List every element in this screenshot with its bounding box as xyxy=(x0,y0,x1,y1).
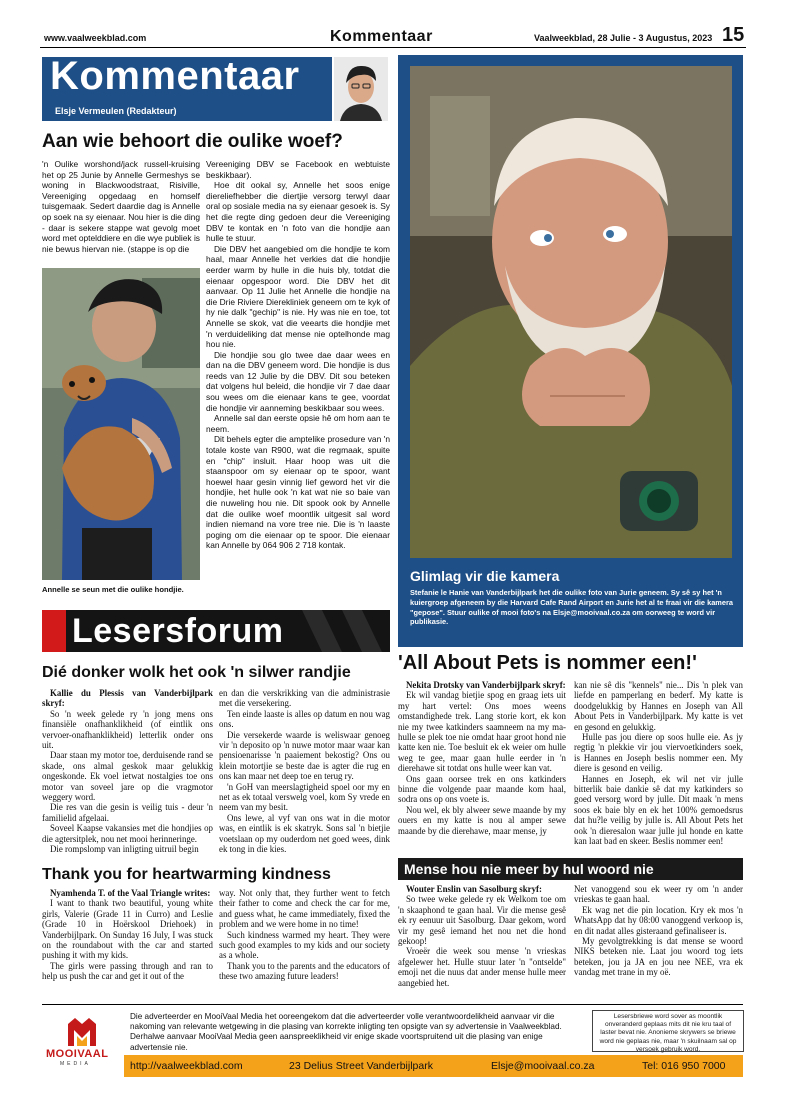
paragraph: Die DBV het aangebied om die hondjie te kom haal, maar Annelle het verkies dat die hondjie eerder warm by hulle in die huis bly, totdat die eienaar opgespoor word. Die DBV het dit aanvaar. Op 11 Julie het Annelle die hondjie na die Drie Riviere Dierekliniek geneem om te kyk of hy nie dalk "gechip" is nie. Hy was nie en toe, tot Annelle se skok, vat die veearts die hondjie met 'n verduideliking dat mense nie optelhonde mag hou nie. xyxy=(206,243,390,350)
paragraph: Dit behels egter die amptelike prosedure van 'n totale koste van R900, wat die regmaak, spuite en "chip" insluit. Haar hoop was uit die staanspoor om sy eienaar op te spoor, want hoewel haar gesin vinnig lief geword het vir die hondjie, het hulle ook 'n kat wat nie so baie van die nuweling hou nie. Dit spook ook by Annelle dat die oulike woef moontlik uitgesit sal word indien niemand na vore tree nie. Die is 'n laaste poging om die eienaar op te spoor. Die eienaar kan Annelle by 064 906 2 718 kontak. xyxy=(206,434,390,551)
office-address: 23 Delius Street Vanderbijlpark xyxy=(289,1060,433,1072)
site-url: www.vaalweekblad.com xyxy=(44,33,147,43)
letter2-col2 xyxy=(219,888,390,982)
paragraph: The girls were passing through and ran to help us push the car and get it out of the xyxy=(42,960,213,982)
paragraph: 'n GoH van meerslagtigheid spoel oor my en net as ek totaal verswelg voel, kom Sy vrede en neem van my besit. xyxy=(219,781,390,813)
photo-feature-body: Stefanie le Hanie van Vanderbijlpark het die oulike foto van Jurie geneem. Sy sê sy het 'n kuiergroep afgeneem by die Harvard Cafe Rand Airport en Jurie het al te fraai vir die kamera "gepose". Stuur oulike of mooi foto's na Elsje@mooivaal.co.za om oorweeg te word vir publikasie. xyxy=(410,588,733,627)
paragraph: Ek wag net die pin location. Kry ek mos 'n WhatsApp dat hy 08:00 vanoggend verkoop is, en dit nadat alles gisteraand gefinaliseer is. xyxy=(574,904,743,936)
lesersforum-accent xyxy=(42,610,66,652)
letter1-col2 xyxy=(219,688,390,855)
article1-col1: 'n Oulike worshond/jack russell-kruising het op 25 Junie by Annelle Germeshys se woning in Blackwoodstraat, Risiville, Vereeniging opgedaag en homself tuisgemaak. Sedert daardie dag is Annelle op soek na sy eienaar. Nou hier is die ding - daar is sekere stappe wat gevolg moet word met optelddiere en die wye publiek is nie bewus hiervan nie. (stappe is op die xyxy=(42,159,200,254)
paragraph: Such kindness warmed my heart. They were such good examples to my kids and our society as a whole. xyxy=(219,929,390,961)
editor-credit: Elsje Vermeulen (Redakteur) xyxy=(55,106,177,116)
paragraph: Die versekerde waarde is weliswaar genoeg vir 'n deposito op 'n nuwe motor maar waar kan pensioenarisse 'n paaiement bekostig? Ons ou klein motortjie se beste dae is agter die rug en ons kan maar net deep toe en terug ry. xyxy=(219,729,390,782)
letter2-headline: Thank you for heartwarming kindness xyxy=(42,866,331,883)
letter-author: Kallie du Plessis van Vanderbijlpark skryf: xyxy=(42,688,213,709)
paragraph: Ek wil vandag bietjie spog en graag iets uit my hart vertel: Ons moes weens omstandighede trek. Lang storie kort, ek kon nie my twee katkinders saamneem na my ma-hulle se plek toe nie omdat haar groot hond nie katte ken nie. Toe besluit ek ek weier om hulle weg te gee, maar gaan hulle eerder in 'n dierehawe sit totdat ons hulle weer kan vat. xyxy=(398,690,566,774)
mooivaal-logo xyxy=(42,1010,122,1080)
paragraph: Die hondjie sou glo twee dae daar wees en dan na die DBV geneem word. Die hondjie is dus reeds van 12 Julie by die DBV. Dit sou beteken dat volgens hul beleid, die hondjie vir 7 dae daar sou wees om die eienaar kans te gee, voordat die hondjie vir aanneming beskikbaar sou wees. xyxy=(206,349,390,413)
paragraph: Hannes en Joseph, ek wil net vir julle bitterlik baie dankie sê dat my katkinders so goed versorg word by julle. Dit maak 'n mens soos ek baie bly en ek het 100% gemoedsrus dat hu?le veilig by julle is. All About Pets het ook 'n dieresalon waar julle jul honde en katte kan laat bad en skeer. Beslis nommer een! xyxy=(574,773,743,847)
advertiser-disclaimer: Die adverteerder en MooiVaal Media het ooreengekom dat die adverteerder volle verantwoordelikheid aanvaar vir die nakoming van relevante wetgewing in die plasing van korrekte inligting ten opsigte van sy advertensie in Vaalweekblad. Derhalwe aanvaar MooiVaal Media geen aanspreeklikheid vir enige skade voortspruitend uit die plasing van enige advertensie nie. xyxy=(130,1012,562,1052)
paragraph: Daar staan my motor toe, derduisende rand se skade, ons almal geskok maar gelukkig ongeskonde. Ek voel ietwat nostalgies toe ons motor van soveel jare op die vragmotor weggery word. xyxy=(42,750,213,803)
phone-number: Tel: 016 950 7000 xyxy=(642,1060,726,1072)
page-number: 15 xyxy=(722,24,745,46)
logo-wordmark: MOOIVAAL xyxy=(46,1048,109,1060)
letter-author: Nyamhenda T. of the Vaal Triangle writes: xyxy=(50,888,211,898)
header-rule xyxy=(40,47,746,48)
kommentaar-title: Kommentaar xyxy=(50,54,300,98)
letter3-headline: 'All About Pets is nommer een!' xyxy=(398,652,697,674)
paragraph: Hulle pas jou diere op soos hulle eie. As jy regtig 'n plekkie vir jou viervoetkinders soek, is Hannes en Joseph beslis nommer een. My diere is gesond en veilig. xyxy=(574,732,743,774)
paragraph: Annelle sal dan eerste opsie hê om hom aan te neem. xyxy=(206,413,390,434)
paragraph: Die res van die gesin is veilig tuis - deur 'n familielid afgelaai. xyxy=(42,802,213,823)
letter-author: Wouter Enslin van Sasolburg skryf: xyxy=(406,884,542,894)
letter2-col1 xyxy=(42,888,213,982)
paragraph: Vroeër die week sou mense 'n vrieskas afgelewer het. Hulle stuur later 'n "ontselde" emoji net die nuus dat ander mense hulle meer aangebied het. xyxy=(398,946,566,988)
paragraph: Vereeniging DBV se Facebook en webtuiste beskikbaar). xyxy=(206,159,390,180)
boy-with-puppy-photo xyxy=(42,268,200,580)
paragraph: Net vanoggend sou ek weer ry om 'n ander vrieskas te gaan haal. xyxy=(574,884,743,905)
paragraph: Soveel Kaapse vakansies met die hondjies op die agtersitplek, nou net mooi herinneringe. xyxy=(42,823,213,844)
paragraph: My gevolgtrekking is dat mense se woord NIKS beteken nie. Laat jou woord tog iets beteken, jou ja JA en jou nee NEE, vra ek vandag met trane in my oë. xyxy=(574,936,743,978)
email-link[interactable]: Elsje@mooivaal.co.za xyxy=(491,1060,595,1072)
letters-policy-notice: Lesersbriewe word sover as moontlik onveranderd geplaas mits dit nie kru taal of laster bevat nie. Anonieme skrywers se briewe word nie geplaas nie, maar 'n skuilnaam sal op versoek gebruik word. xyxy=(592,1010,744,1052)
letter1-headline: Dié donker wolk het ook 'n silwer randjie xyxy=(42,664,351,681)
article1-col2 xyxy=(206,159,390,551)
man-portrait-photo xyxy=(410,66,732,558)
website-link[interactable]: http://vaalweekblad.com xyxy=(130,1060,243,1072)
paragraph: en dan die verskrikking van die administrasie met die versekering. xyxy=(219,688,390,709)
paragraph: Ten einde laaste is alles op datum en nou wag ons. xyxy=(219,708,390,730)
paragraph: Die rompslomp van inligting uitruil begin xyxy=(50,844,199,855)
lesersforum-title: Lesersforum xyxy=(72,612,284,650)
paragraph: Thank you to the parents and the educators of these two amazing future leaders! xyxy=(219,960,390,982)
letter3-col2 xyxy=(574,680,743,847)
editor-portrait xyxy=(334,57,388,121)
footer-rule xyxy=(42,1004,743,1005)
letter-author: Nekita Drotsky van Vanderbijlpark skryf: xyxy=(406,680,566,690)
article1-caption: Annelle se seun met die oulike hondjie. xyxy=(42,585,184,594)
paragraph: way. Not only that, they further went to fetch their father to come and check the car for me, and guess what, he came immediately, fixed the problem and we were home in no time! xyxy=(219,888,390,930)
paragraph: Nou wel, ek bly alweer sewe maande by my ouers en my katte is nou al amper sewe maande by die dierehawe, maar mense, jy xyxy=(398,804,566,836)
paragraph: kan nie sê dis "kennels" nie... Dis 'n plek van liefde en pamperlang en bederf. My katte is doodgelukkig by Hannes en Joseph van All About Pets in Vanderbijlpark. My katte is vet en gesond en gelukkig. xyxy=(574,680,743,732)
article1-headline: Aan wie behoort die oulike woef? xyxy=(42,131,343,152)
paragraph: So twee weke gelede ry ek Welkom toe om 'n skaaphond te gaan haal. Vir die mense gesê ek ry eenuur uit Sasolburg. Daar gekom, word vir my gesê iemand het nou net die hond gekoop! xyxy=(398,894,566,947)
logo-subtext: MEDIA xyxy=(60,1061,91,1067)
letter3-col1 xyxy=(398,680,566,836)
letter4-col2 xyxy=(574,884,743,978)
paragraph: Ons gaan oorsee trek en ons katkinders binne die volgende paar maande kom haal, sodra ons op ons voete is. xyxy=(398,773,566,805)
paragraph: I want to thank two beautiful, young white girls, Valerie (Grade 11 in Curro) and Leslie (Grade 10 in Hoërskool Driehoek) in Vanderbijlpark. On Sunday 16 July, I was stuck on the roundabout with the car and started pushing it with my kids. xyxy=(42,898,213,961)
paragraph: Ons lewe, al vyf van ons wat in die motor was, en eintlik is ek skatryk. Sons sal 'n bietjie voetslaan op my ouderdom net goed wees, dink ek tong in die kies. xyxy=(219,812,390,855)
photo-feature-title: Glimlag vir die kamera xyxy=(410,568,560,584)
paragraph: Hoe dit ookal sy, Annelle het soos enige diereliefhebber die diertjie versorg terwyl daar oral op sosiale media na sy eienaar gesoek is. Sy het die regte ding gedoen deur die Vereeniging DBV te kontak en 'n foto van die hondjie aan hulle te stuur. xyxy=(206,180,390,244)
letter4-headline: Mense hou nie meer by hul woord nie xyxy=(404,861,654,877)
section-title: Kommentaar xyxy=(330,28,433,45)
letter1-col1 xyxy=(42,688,213,855)
paragraph: So 'n week gelede ry 'n jong mens ons finansiële onafhanklikheid (of eintlik ons vervoer-onafhanklikheid) letterlik onder ons uit. xyxy=(42,708,213,751)
letter4-col1 xyxy=(398,884,566,988)
issue-date: Vaalweekblad, 28 Julie - 3 Augustus, 2023 xyxy=(534,33,713,43)
